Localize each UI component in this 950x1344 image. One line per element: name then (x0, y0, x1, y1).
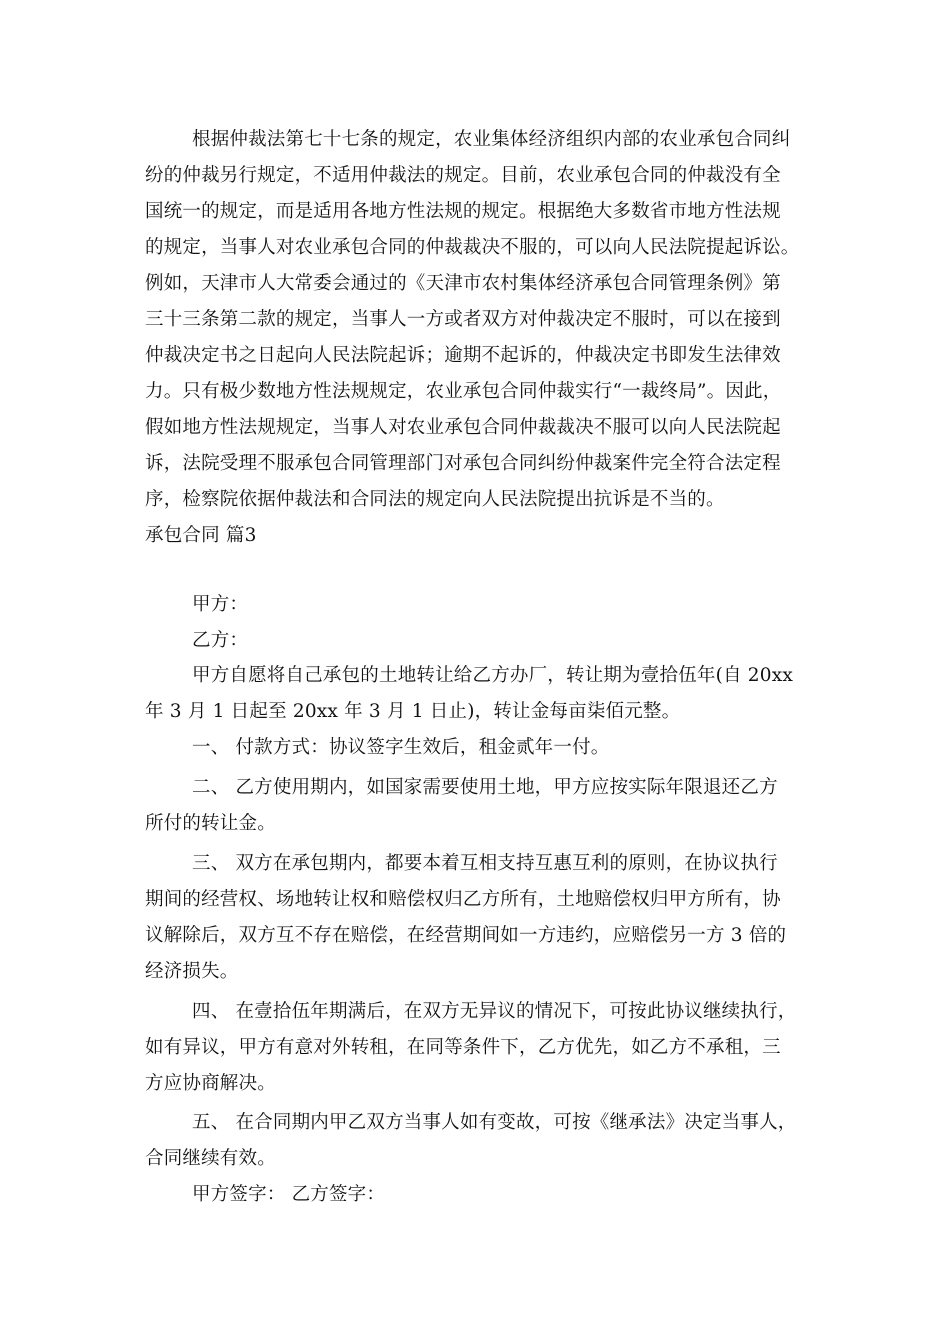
paragraph-1-line-4: 的规定，当事人对农业承包合同的仲裁裁决不服的，可以向人民法院提起诉讼。 (145, 237, 800, 258)
paragraph-1-line-11: 序，检察院依据仲裁法和合同法的规定向人民法院提出抗诉是不当的。 (145, 489, 725, 510)
signature-line: 甲方签字： 乙方签字： (192, 1184, 386, 1205)
intro-line-2: 年 3 月 1 日起至 20xx 年 3 月 1 日止)，转让金每亩柒佰元整。 (145, 701, 681, 722)
intro-line-1: 甲方自愿将自己承包的土地转让给乙方办厂，转让期为壹拾伍年(自 20xx (192, 665, 794, 686)
paragraph-1-line-1: 根据仲裁法第七十七条的规定，农业集体经济组织内部的农业承包合同纠 (192, 129, 791, 150)
clause-5-line-1: 五、 在合同期内甲乙双方当事人如有变故，可按《继承法》决定当事人， (192, 1112, 797, 1133)
clause-4-line-3: 方应协商解决。 (145, 1073, 276, 1094)
clause-3-line-3: 议解除后，双方互不存在赔偿，在经营期间如一方违约，应赔偿另一方 3 倍的 (145, 925, 787, 946)
clause-2-line-2: 所付的转让金。 (145, 813, 276, 834)
paragraph-1-line-2: 纷的仲裁另行规定，不适用仲裁法的规定。目前，农业承包合同的仲裁没有全 (145, 165, 781, 186)
paragraph-1-line-10: 诉，法院受理不服承包合同管理部门对承包合同纠纷仲裁案件完全符合法定程 (145, 453, 781, 474)
party-a-label: 甲方： (192, 594, 249, 615)
clause-4-line-2: 如有异议，甲方有意对外转租，在同等条件下，乙方优先，如乙方不承租，三 (145, 1037, 781, 1058)
paragraph-1-line-8: 力。只有极少数地方性法规规定，农业承包合同仲裁实行“一裁终局”。因此， (145, 381, 782, 402)
paragraph-1-line-9: 假如地方性法规规定，当事人对农业承包合同仲裁裁决不服可以向人民法院起 (145, 417, 781, 438)
party-b-label: 乙方： (192, 630, 249, 651)
paragraph-1-line-3: 国统一的规定，而是适用各地方性法规的规定。根据绝大多数省市地方性法规 (145, 201, 781, 222)
clause-3-line-2: 期间的经营权、场地转让权和赔偿权归乙方所有，土地赔偿权归甲方所有，协 (145, 889, 781, 910)
paragraph-1-line-6: 三十三条第二款的规定，当事人一方或者双方对仲裁决定不服时，可以在接到 (145, 309, 781, 330)
clause-3-line-4: 经济损失。 (145, 961, 239, 982)
clause-3-line-1: 三、 双方在承包期内，都要本着互相支持互惠互利的原则，在协议执行 (192, 853, 778, 874)
clause-2-line-1: 二、 乙方使用期内，如国家需要使用土地，甲方应按实际年限退还乙方 (192, 777, 778, 798)
clause-1-line-1: 一、 付款方式：协议签字生效后，租金贰年一付。 (192, 737, 610, 758)
paragraph-1-line-7: 仲裁决定书之日起向人民法院起诉；逾期不起诉的，仲裁决定书即发生法律效 (145, 345, 781, 366)
section-heading: 承包合同 篇3 (145, 525, 257, 546)
clause-5-line-2: 合同继续有效。 (145, 1148, 276, 1169)
paragraph-1-line-5: 例如，天津市人大常委会通过的《天津市农村集体经济承包合同管理条例》第 (145, 273, 781, 294)
clause-4-line-1: 四、 在壹拾伍年期满后，在双方无异议的情况下，可按此协议继续执行， (192, 1001, 797, 1022)
